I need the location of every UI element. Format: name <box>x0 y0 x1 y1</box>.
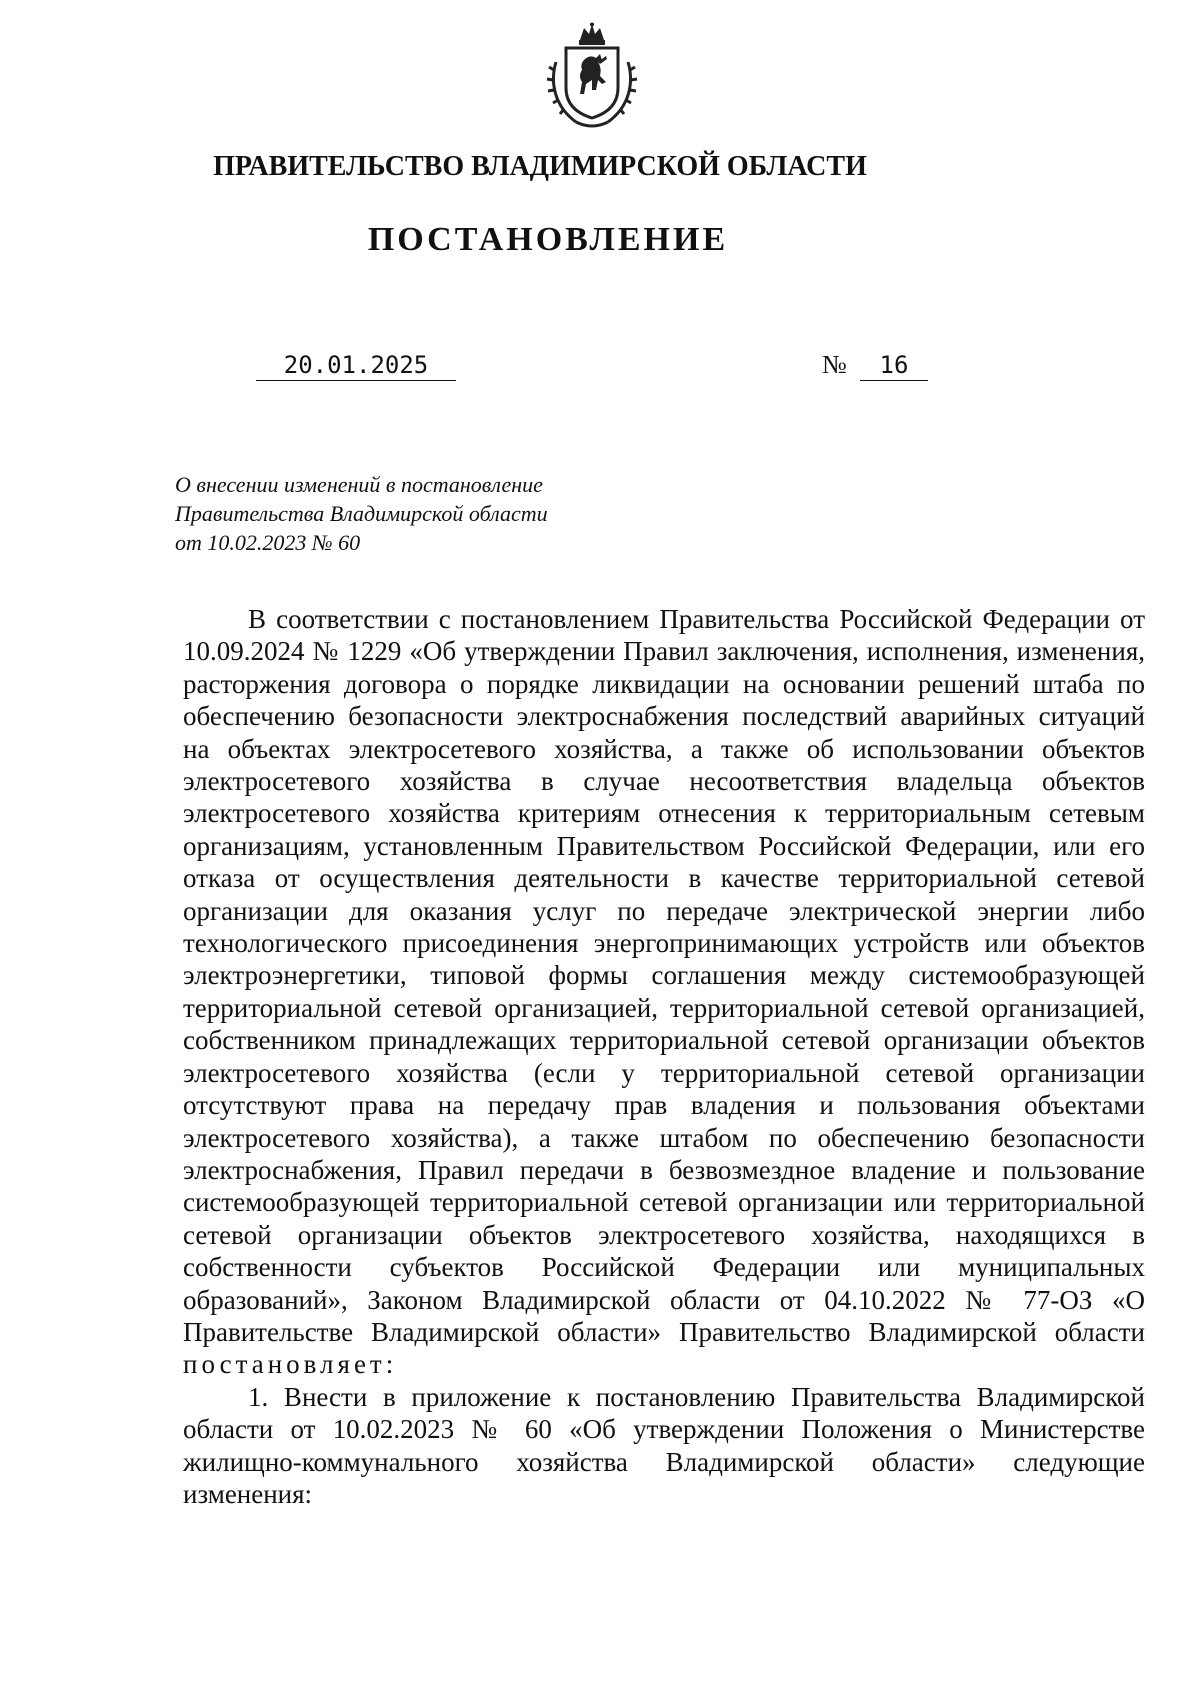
preamble-text: В соответствии с постановлением Правительства Российской Федерации от 10.09.2024 № 1229 «Об утверждении Правил заключения, исполнения, изменения, расторжения договора о порядке ликвидации на основании решений штаба по обеспечению безопасности электроснабжения последствий аварийных ситуаций на объектах электросетевого хозяйства, а также об использовании объектов электросетевого хозяйства в случае несоответствия владельца объектов электросетевого хозяйства критериям отнесения к территориальным сетевым организациям, установленным Правительством Российской Федерации, или его отказа от осуществления деятельности в качестве территориальной сетевой организации для оказания услуг по передаче электрической энергии либо технологического присоединения энергопринимающих устройств или объектов электроэнергетики, типовой формы соглашения между системообразующей территориальной сетевой организацией, территориальной сетевой организацией, собственником принадлежащих территориальной сетевой организации объектов электросетевого хозяйства (если у территориальной сетевой организации отсутствуют права на передачу прав владения и пользования объектами электросетевого хозяйства), а также штабом по обеспечению безопасности электроснабжения, Правил передачи в безвозмездное владение и пользование системообразующей территориальной сетевой организации или территориальной сетевой организации объектов электросетевого хозяйства, находящихся в собственности субъектов Российской Федерации или муниципальных образований», Законом Владимирской области от 04.10.2022 № 77-ОЗ «О Правительстве Владимирской области» Правительство Владимирской области <box>183 604 1145 1347</box>
number-label: № <box>822 350 847 379</box>
subject-line: от 10.02.2023 № 60 <box>175 530 361 555</box>
subject-line: О внесении изменений в постановление <box>175 472 543 497</box>
preamble-paragraph <box>183 603 1145 1381</box>
document-subject <box>175 470 655 557</box>
organization-title: ПРАВИТЕЛЬСТВО ВЛАДИМИРСКОЙ ОБЛАСТИ <box>213 151 867 182</box>
preamble-verb: постановляет: <box>183 1349 398 1380</box>
document-number: 16 <box>860 350 928 381</box>
clause-1-paragraph: 1. Внести в приложение к постановлению Правительства Владимирской области от 10.02.2023 № 60 «Об утверждении Положения о Министерстве жилищно-коммунального хозяйства Владимирской области» следующие изменения: <box>183 1381 1145 1509</box>
coat-of-arms-icon <box>546 22 638 130</box>
document-date: 20.01.2025 <box>256 350 456 381</box>
document-body <box>183 603 1145 1510</box>
subject-line: Правительства Владимирской области <box>175 501 548 526</box>
document-type-title: ПОСТАНОВЛЕНИЕ <box>367 221 729 258</box>
